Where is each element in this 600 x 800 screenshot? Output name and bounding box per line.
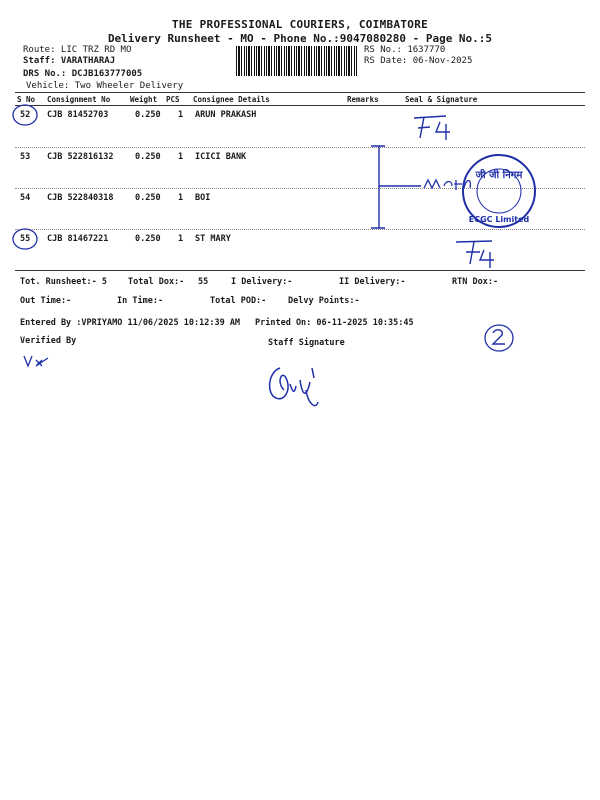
row-sno: 52 (20, 110, 31, 120)
total-dox-value: 55 (198, 277, 209, 287)
ecgc-stamp (456, 152, 542, 230)
route-label: Route: LIC TRZ RD MO (23, 45, 132, 55)
signature-f4-row52 (410, 112, 460, 142)
drs-number: DRS No.: DCJB163777005 (23, 69, 143, 79)
in-time: In Time:- (117, 296, 164, 306)
i-delivery: I Delivery:- (231, 277, 293, 287)
table-bottom-rule (15, 270, 585, 271)
row-consignment: CJB 81452703 (47, 110, 109, 120)
bracket-mark (365, 142, 425, 234)
row-consignment: CJB 522840318 (47, 193, 114, 203)
circle-mark-55 (10, 226, 40, 252)
stamp-company-text: ECGC Limited (468, 215, 530, 224)
printed-on: Printed On: 06-11-2025 10:35:45 (255, 318, 414, 328)
circle-mark-52 (10, 102, 40, 128)
stamp-hindi-text: जी जी निगम (475, 170, 523, 181)
row-pcs: 1 (178, 234, 184, 244)
delvy-points: Delvy Points:- (288, 296, 360, 306)
col-seal: Seal & Signature (405, 95, 478, 104)
rtn-dox: RTN Dox:- (452, 277, 499, 287)
ii-delivery: II Delivery:- (339, 277, 406, 287)
row-consignee: ST MARY (195, 234, 231, 244)
row-weight: 0.250 (135, 110, 161, 120)
vehicle-label: Vehicle: Two Wheeler Delivery (26, 81, 184, 91)
row-weight: 0.250 (135, 152, 161, 162)
staff-label: Staff: VARATHARAJ (23, 56, 116, 66)
rs-number: RS No.: 1637770 (364, 45, 446, 55)
total-pod: Total POD:- (210, 296, 267, 306)
table-top-rule (15, 92, 585, 93)
signature-f4-row55 (452, 238, 502, 270)
row-consignment: CJB 522816132 (47, 152, 114, 162)
runsheet-title: Delivery Runsheet - MO - Phone No.:9047080280 - Page No.:5 (107, 32, 493, 45)
row-consignment: CJB 81467221 (47, 234, 109, 244)
col-consignment: Consignment No (47, 95, 111, 104)
col-weight: Weight (130, 95, 158, 104)
barcode (236, 46, 358, 76)
out-time: Out Time:- (20, 296, 72, 306)
staff-signature-scribble (262, 360, 332, 416)
row-consignee: ICICI BANK (195, 152, 247, 162)
row-sno: 53 (20, 152, 31, 162)
verified-initials (22, 352, 58, 370)
entered-by: Entered By :VPRIYAMO 11/06/2025 10:12:39 AM (20, 318, 241, 328)
tot-runsheet: Tot. Runsheet:- 5 (20, 277, 107, 287)
row-divider (15, 147, 585, 148)
row-sno: 54 (20, 193, 31, 203)
circled-number-mark (482, 322, 516, 354)
company-name: THE PROFESSIONAL COURIERS, COIMBATORE (171, 18, 429, 31)
staff-signature-label: Staff Signature (268, 338, 345, 348)
rs-date: RS Date: 06-Nov-2025 (364, 56, 473, 66)
row-pcs: 1 (178, 152, 184, 162)
col-pcs: PCS (166, 95, 180, 104)
row-consignee: ARUN PRAKASH (195, 110, 257, 120)
row-pcs: 1 (178, 193, 184, 203)
row-pcs: 1 (178, 110, 184, 120)
col-consignee: Consignee Details (193, 95, 270, 104)
table-header-rule (15, 105, 585, 106)
col-sno: S No (17, 95, 36, 104)
total-dox-label: Total Dox:- (128, 277, 185, 287)
row-weight: 0.250 (135, 234, 161, 244)
row-consignee: BOI (195, 193, 211, 203)
row-sno: 55 (20, 234, 31, 244)
col-remarks: Remarks (347, 95, 379, 104)
row-weight: 0.250 (135, 193, 161, 203)
verified-by: Verified By (20, 336, 77, 346)
